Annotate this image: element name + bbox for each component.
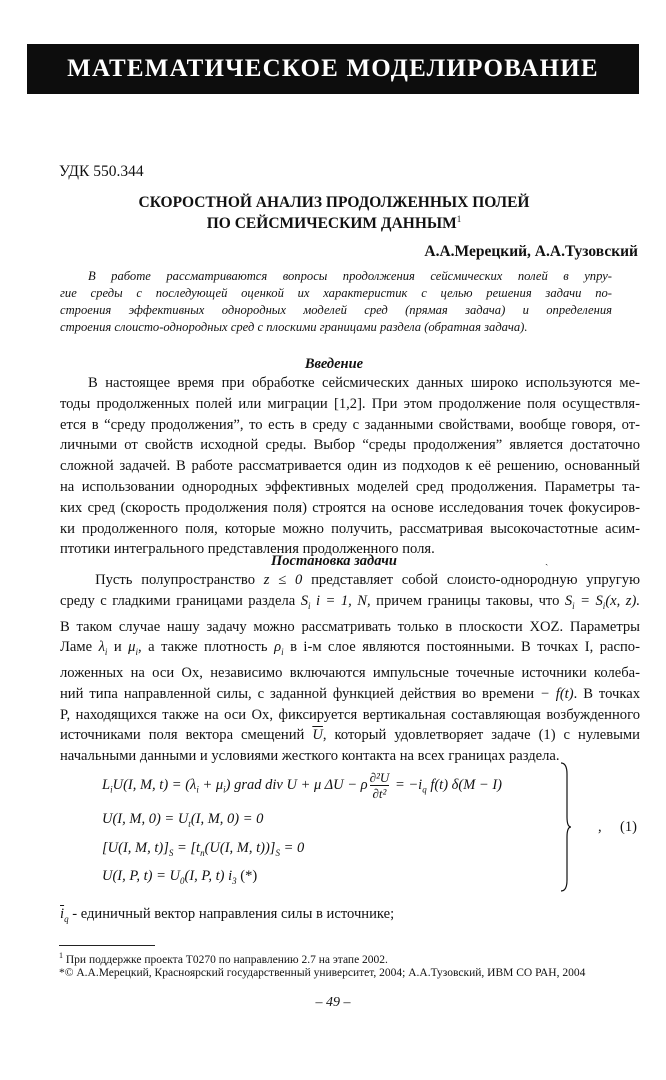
problem-line-8: источниками поля вектора смещений $\overline{U}$, который удовлетворяет задаче (1) с нулевыми bbox=[60, 727, 640, 744]
intro-line: сложной задачей. В работе рассматривается один из подходов к её решению, основанный bbox=[60, 458, 640, 475]
stray-mark: ˏ bbox=[545, 555, 549, 566]
footnote-divider bbox=[59, 945, 155, 946]
equation-number: (1) bbox=[620, 819, 637, 835]
title-footnote-mark: 1 bbox=[456, 214, 462, 224]
equation-line-2: U(I, M, $0) = U_t(I$, M, 0) = 0 bbox=[102, 811, 264, 829]
abstract-line: строения эффективных однородных моделей сред (прямая задача) и определения bbox=[60, 303, 612, 317]
footnote-1: $^1$ При поддержке проекта T0270 по направлению 2.7 на этапе 2002. bbox=[59, 951, 388, 966]
intro-lines bbox=[60, 373, 640, 560]
footnote-copyright: *© А.А.Мерецкий, Красноярский государственный университет, 2004; А.А.Тузовский, ИВМ СО РАН, 2004 bbox=[59, 967, 586, 979]
intro-line: ких сред (скорость продолжения поля) строятся на основе исследования точек фокусиров- bbox=[60, 499, 640, 516]
udk-code: УДК 550.344 bbox=[59, 163, 144, 180]
problem-line-1: Пусть полупространство z ≤ 0 представляет собой слоисто-однородную упругую bbox=[95, 572, 640, 588]
section-heading-problem: Постановка задачи bbox=[271, 553, 397, 569]
problem-paragraph bbox=[60, 570, 640, 767]
authors: А.А.Мерецкий, А.А.Тузовский bbox=[424, 243, 638, 260]
intro-line: на использовании однородных эффективных моделей сред продолжения. Параметры та- bbox=[60, 478, 640, 495]
problem-line-9: начальными данными и условиями жесткого контакта на всех границах раздела. bbox=[60, 748, 560, 765]
right-brace-icon bbox=[560, 762, 572, 892]
abstract-line: строения слоисто-однородных сред с плоскими границами раздела (обратная задача). bbox=[60, 320, 528, 334]
fraction-numerator: ∂²U bbox=[369, 770, 390, 785]
title-text: ПО СЕЙСМИЧЕСКИМ ДАННЫМ bbox=[206, 215, 457, 233]
problem-line-4: Ламе $\lambda_i$ и $\mu_i$, а также плотность $\rho_i$ в i-м слое являются постоянными. В точках I, распо- bbox=[60, 639, 640, 658]
intro-line: тоды продолженных полей или миграции [1,2]. При этом продолжение поля осуществля- bbox=[60, 395, 640, 412]
equation-line-3: [U(I, M, $t)]_S = [t_n(U(I$, M, $t))]_S = 0$ bbox=[102, 840, 305, 858]
section-heading-intro: Введение bbox=[304, 356, 364, 372]
problem-line-5: ложенных на оси Ox, независимо включаются импульсные точечные источники колеба- bbox=[60, 665, 640, 681]
after-equation-line: $\overline{i}_q$ - единичный вектор направления силы в источнике; bbox=[60, 906, 395, 924]
intro-line: В настоящее время при обработке сейсмических данных широко используются ме- bbox=[88, 375, 640, 391]
problem-line-7: P, находящихся также на оси Ox, фиксируется вертикальная составляющая возбужденного bbox=[60, 706, 640, 723]
problem-line-2: среду с гладкими границами раздела $S_i$ i = 1, N, причем границы таковы, что $S_i = S_i(x$, z). bbox=[60, 592, 640, 611]
page-number: – 49 – bbox=[315, 995, 351, 1010]
article-title-line2 bbox=[60, 214, 608, 233]
abstract bbox=[60, 268, 612, 336]
problem-line-3: В таком случае нашу задачу можно рассматривать только в плоскости XOZ. Параметры bbox=[60, 618, 640, 635]
fraction-denominator: ∂t² bbox=[372, 786, 387, 801]
abstract-line: В работе рассматриваются вопросы продолжения сейсмических полей в упру- bbox=[88, 269, 612, 283]
abstract-line: гие среды с последующей оценкой их характеристик с целью решения задачи по- bbox=[60, 286, 612, 300]
equation-line-1: $L_iU(I$, M, $t) = (\lambda_i + \mu_i)$ grad div U + μ ΔU − ρ $\frac{\text{∂²U}}{\text{∂t²}}$ = $-i_q$ f(t) δ(M − I) bbox=[102, 770, 502, 801]
journal-section-banner: МАТЕМАТИЧЕСКОЕ МОДЕЛИРОВАНИЕ bbox=[27, 44, 639, 94]
problem-line-6: ний типа направленной силы, с заданной функцией действия во времени − f(t). В точках bbox=[60, 685, 640, 702]
intro-line: ки продолженного поля, которые можно получить, рассматривая высокочастотные асим- bbox=[60, 520, 640, 537]
article-title-line1: СКОРОСТНОЙ АНАЛИЗ ПРОДОЛЖЕННЫХ ПОЛЕЙ bbox=[138, 194, 530, 211]
equation-line-4: U(I, P, $t) = U_0(I$, P, t) $i_3$ (*) bbox=[102, 868, 258, 886]
intro-line: ется в “среду продолжения”, то есть в среду с заданными свойствами, вообще говоря, от- bbox=[60, 416, 640, 433]
intro-line: птотики интегрального представления продолженного поля. bbox=[60, 541, 435, 558]
equation-comma: , bbox=[598, 819, 602, 835]
intro-line: личными от свойств исходной среды. Выбор “среды продолжения” является достаточно bbox=[60, 437, 640, 454]
